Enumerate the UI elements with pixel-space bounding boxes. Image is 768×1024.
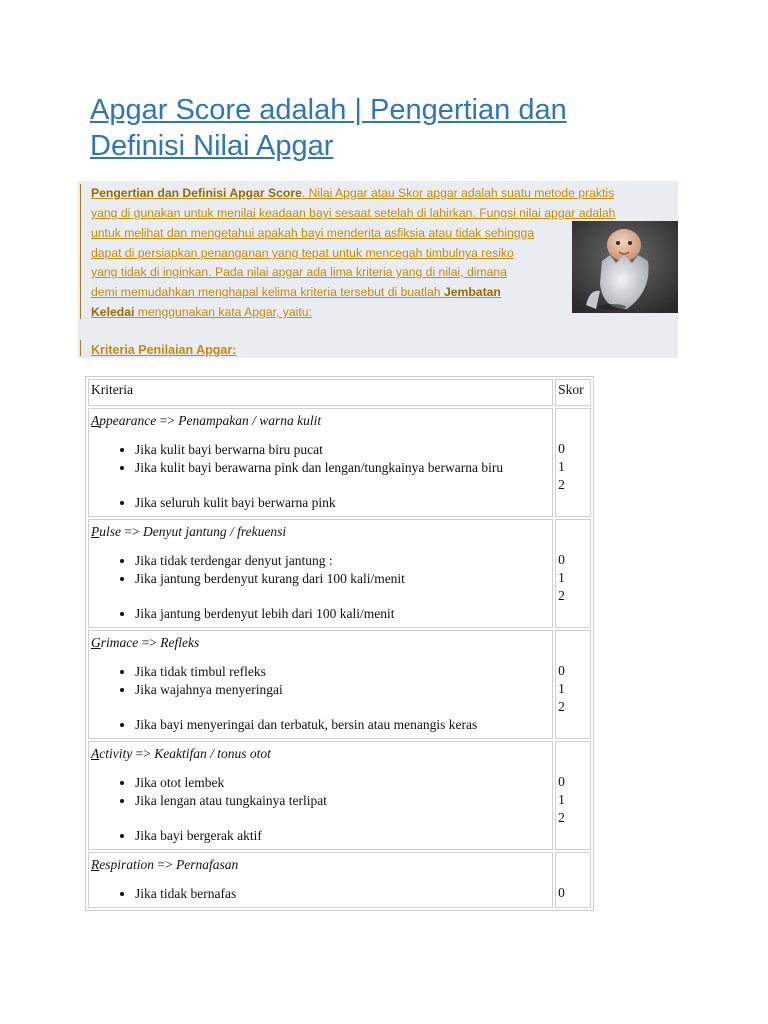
score-cell bbox=[555, 741, 591, 850]
criteria-items bbox=[91, 552, 550, 623]
criteria-items bbox=[91, 663, 550, 734]
criteria-heading-line bbox=[91, 524, 550, 540]
criteria-heading-line bbox=[91, 635, 550, 651]
criteria-word: ctivity bbox=[99, 746, 133, 761]
criteria-items bbox=[91, 441, 550, 512]
list-item: • Jika jantung berdenyut lebih dari 100 kali/menit bbox=[135, 605, 550, 623]
header-criteria: Kriteria bbox=[88, 379, 553, 406]
list-item: • Jika kulit bayi berawarna pink dan lengan/tungkainya berwarna biru bbox=[135, 459, 550, 477]
criteria-meaning: Pernafasan bbox=[176, 857, 239, 872]
criteria-cell bbox=[88, 741, 553, 850]
score-values bbox=[558, 551, 588, 605]
intro-line-1-text: . Nilai Apgar atau Skor apgar adalah suatu metode praktis bbox=[301, 186, 615, 200]
score-value: 1 bbox=[558, 792, 565, 807]
criteria-initial: G bbox=[91, 635, 101, 650]
table-row-pulse bbox=[88, 519, 591, 628]
criteria-heading-line bbox=[91, 413, 550, 429]
score-value: 0 bbox=[558, 885, 565, 900]
score-value: 1 bbox=[558, 570, 565, 585]
criteria-arrow: => bbox=[156, 413, 179, 428]
list-item: • Jika jantung berdenyut kurang dari 100 kali/menit bbox=[135, 570, 550, 588]
criteria-heading[interactable]: Kriteria Penilaian Apgar: bbox=[91, 343, 237, 357]
apgar-criteria-table bbox=[85, 376, 594, 911]
table-header-row bbox=[88, 379, 591, 406]
list-item: • Jika tidak timbul refleks bbox=[135, 663, 550, 681]
intro-line-5[interactable]: yang tidak di inginkan. Pada nilai apgar ada lima kriteria yang di nilai, dimana bbox=[91, 265, 507, 279]
intro-line-7-text: menggunakan kata Apgar, yaitu: bbox=[134, 305, 312, 319]
table-row-respiration bbox=[88, 852, 591, 908]
criteria-cell bbox=[88, 852, 553, 908]
score-cell bbox=[555, 630, 591, 739]
criteria-items bbox=[91, 885, 550, 903]
header-score: Skor bbox=[555, 379, 591, 406]
intro-line-3[interactable]: untuk melihat dan mengetahui apakah bayi menderita asfiksia atau tidak sehingga bbox=[91, 226, 535, 240]
criteria-initial: A bbox=[91, 413, 100, 428]
list-item: • Jika wajahnya menyeringai bbox=[135, 681, 550, 699]
list-item: • Jika seluruh kulit bayi berwarna pink bbox=[135, 494, 550, 512]
score-values bbox=[558, 773, 588, 827]
criteria-left-border bbox=[80, 340, 81, 356]
criteria-meaning: Keaktifan / tonus otot bbox=[154, 746, 271, 761]
criteria-arrow: => bbox=[154, 857, 176, 872]
intro-line-2[interactable]: yang di gunakan untuk menilai keadaan bayi sesaat setelah di lahirkan. Fungsi nilai apgar adalah bbox=[91, 206, 616, 220]
criteria-word: rimace bbox=[100, 635, 139, 650]
criteria-cell bbox=[88, 408, 553, 517]
baby-in-eggshell-image bbox=[572, 221, 678, 313]
list-item: • Jika bayi menyeringai dan terbatuk, bersin atau menangis keras bbox=[135, 716, 550, 734]
title-line-2: Definisi Nilai Apgar bbox=[90, 130, 334, 162]
criteria-heading-line bbox=[91, 857, 550, 873]
baby-egg-illustration bbox=[572, 221, 678, 313]
intro-bold-jembatan: Jembatan bbox=[443, 285, 501, 299]
criteria-heading-line bbox=[91, 746, 550, 762]
criteria-word: ppearance bbox=[99, 413, 157, 428]
intro-line-6-text: demi memudahkan menghapal kelima kriteria tersebut di buatlah bbox=[91, 285, 444, 299]
table-row-activity bbox=[88, 741, 591, 850]
score-value: 0 bbox=[558, 552, 565, 567]
title-line-1: Apgar Score adalah | Pengertian dan bbox=[90, 94, 567, 126]
intro-line-6[interactable] bbox=[91, 285, 501, 300]
criteria-arrow: => bbox=[121, 524, 143, 539]
criteria-word: ulse bbox=[99, 524, 121, 539]
intro-term: Pengertian dan Definisi Apgar Score bbox=[91, 186, 302, 200]
list-item: • Jika kulit bayi berwarna biru pucat bbox=[135, 441, 550, 459]
criteria-initial: R bbox=[91, 857, 100, 872]
intro-line-4[interactable]: dapat di persiapkan penanganan yang tepat untuk mencegah timbulnya resiko bbox=[91, 246, 514, 260]
list-item: • Jika lengan atau tungkainya terlipat bbox=[135, 792, 550, 810]
intro-bold-keledai: Keledai bbox=[91, 305, 135, 319]
table-row-appearance bbox=[88, 408, 591, 517]
criteria-cell bbox=[88, 630, 553, 739]
score-values bbox=[558, 662, 588, 716]
criteria-initial: P bbox=[91, 524, 100, 539]
score-value: 2 bbox=[558, 810, 565, 825]
score-values bbox=[558, 884, 588, 902]
score-cell bbox=[555, 408, 591, 517]
criteria-cell bbox=[88, 519, 553, 628]
list-item: • Jika tidak terdengar denyut jantung : bbox=[135, 552, 550, 570]
intro-left-border bbox=[80, 184, 81, 319]
list-item: • Jika otot lembek bbox=[135, 774, 550, 792]
criteria-arrow: => bbox=[132, 746, 155, 761]
score-value: 0 bbox=[558, 441, 565, 456]
score-value: 0 bbox=[558, 774, 565, 789]
score-value: 2 bbox=[558, 477, 565, 492]
criteria-items bbox=[91, 774, 550, 845]
table-row-grimace bbox=[88, 630, 591, 739]
score-cell bbox=[555, 519, 591, 628]
score-cell bbox=[555, 852, 591, 908]
score-value: 0 bbox=[558, 663, 565, 678]
criteria-arrow: => bbox=[138, 635, 161, 650]
list-item: • Jika tidak bernafas bbox=[135, 885, 550, 903]
page-title[interactable] bbox=[90, 92, 690, 164]
score-value: 2 bbox=[558, 699, 565, 714]
criteria-meaning: Denyut jantung / frekuensi bbox=[142, 524, 287, 539]
score-value: 1 bbox=[558, 681, 565, 696]
score-value: 1 bbox=[558, 459, 565, 474]
criteria-meaning: Refleks bbox=[160, 635, 200, 650]
criteria-word: espiration bbox=[99, 857, 155, 872]
criteria-initial: A bbox=[91, 746, 100, 761]
list-item: • Jika bayi bergerak aktif bbox=[135, 827, 550, 845]
score-value: 2 bbox=[558, 588, 565, 603]
criteria-meaning: Penampakan / warna kulit bbox=[178, 413, 322, 428]
score-values bbox=[558, 440, 588, 494]
intro-line-7[interactable] bbox=[91, 305, 312, 320]
intro-line-1[interactable] bbox=[91, 186, 614, 201]
